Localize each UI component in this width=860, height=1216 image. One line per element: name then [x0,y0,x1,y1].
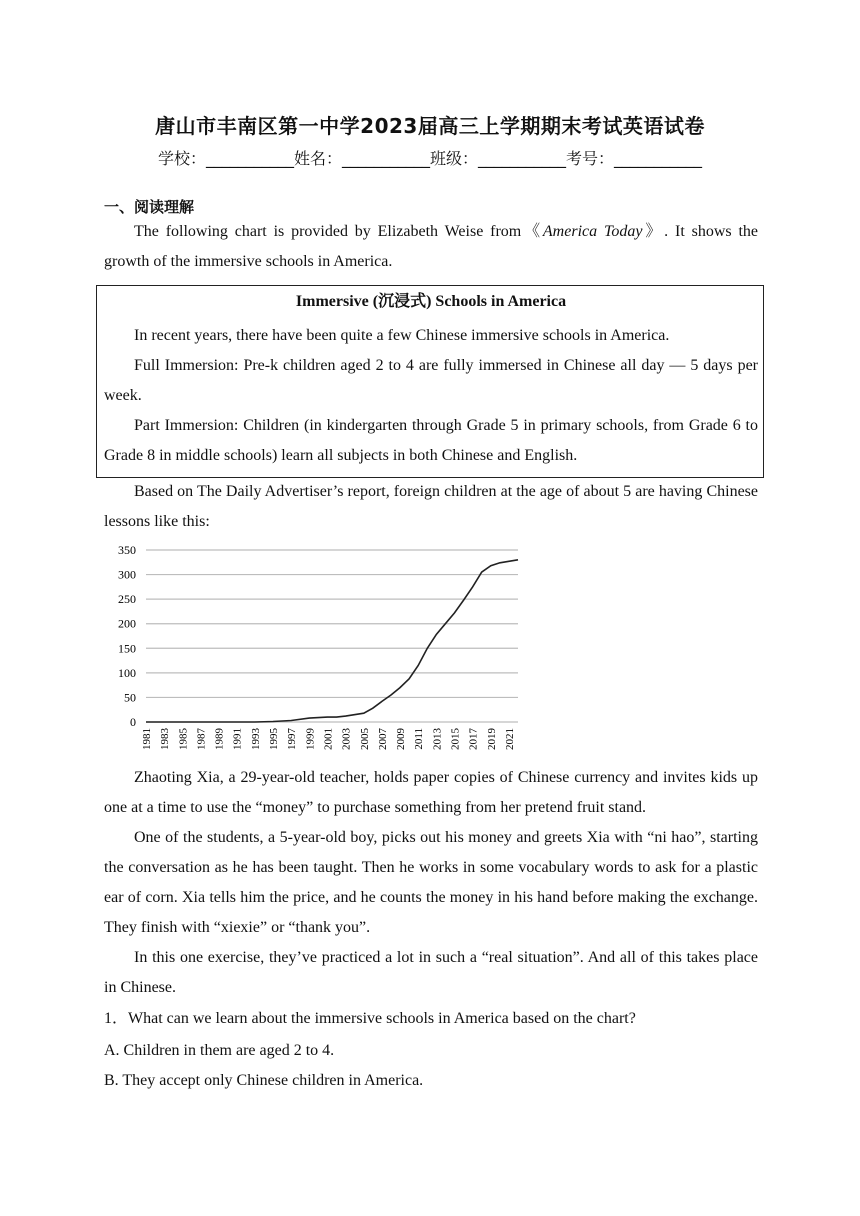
x-tick-label: 1987 [195,728,208,750]
section-heading: 一、阅读理解 [104,198,195,216]
x-tick-label: 2011 [413,728,426,750]
option-a[interactable]: A. Children in them are aged 2 to 4. [104,1042,335,1059]
x-tick-label: 1995 [268,728,281,750]
y-tick-label: 100 [118,665,136,680]
exam-title: 唐山市丰南区第一中学2023届高三上学期期末考试英语试卷 [155,114,705,138]
x-tick-label: 1985 [177,728,190,750]
x-tick-label: 1981 [141,728,153,750]
x-tick-label: 2007 [376,728,389,750]
x-tick-label: 1989 [213,728,226,750]
x-tick-label: 2013 [431,728,444,750]
report-paragraph: Based on The Daily Advertiser’s report, foreign children at the age of about 5 are having Chinese lessons like this: [104,483,758,530]
box-paragraph-3: Part Immersion: Children (in kindergarten through Grade 5 in primary schools, from Grade 6 to Grade 8 in middle schools) learn all subjects in both Chinese and English. [104,417,758,464]
y-tick-label: 350 [118,543,136,557]
x-tick-label: 1993 [249,728,262,750]
question-number: 1． [104,1010,129,1027]
story-paragraph-2: One of the students, a 5-year-old boy, picks out his money and greets Xia with “ni hao”, starting the conversation as he has been taught. Then he works in some vocabulary words to ask for a plastic ear of corn. Xia tells him the price, and he counts the money in his hand before making the exchange. They finish with “xiexie” or “thank you”. [104,829,758,936]
story-paragraph-1: Zhaoting Xia, a 29-year-old teacher, holds paper copies of Chinese currency and invites kids up one at a time to use the “money” to purchase something from her pretend fruit stand. [104,769,758,816]
option-b[interactable]: B. They accept only Chinese children in America. [104,1072,424,1089]
x-tick-label: 2015 [449,728,462,750]
immersive-schools-box [96,285,764,478]
x-tick-label: 2005 [358,728,371,750]
question-1 [104,1007,636,1031]
x-tick-label: 1991 [231,728,244,750]
question-text: What can we learn about the immersive schools in America based on the chart? [128,1010,636,1027]
y-tick-label: 300 [118,567,136,582]
intro-before: The following chart is provided by Elizabeth Weise from《 [134,223,543,240]
story-paragraph-3: In this one exercise, they’ve practiced a lot in such a “real situation”. And all of this takes place in Chinese. [104,949,758,996]
x-tick-label: 2001 [322,728,335,750]
box-paragraph-2: Full Immersion: Pre-k children aged 2 to 4 are fully immersed in Chinese all day — 5 days per week. [104,357,758,404]
x-tick-label: 2021 [503,728,516,750]
x-tick-label: 2009 [395,728,408,750]
y-tick-label: 50 [124,690,136,705]
y-tick-label: 200 [118,616,136,631]
x-tick-label: 2003 [340,728,353,750]
y-tick-label: 150 [118,641,136,656]
x-tick-label: 1997 [286,728,299,750]
y-tick-label: 250 [118,592,136,607]
y-tick-label: 0 [130,715,136,729]
box-title: Immersive (沉浸式) Schools in America [295,293,567,310]
x-tick-label: 1999 [304,728,317,750]
intro-source: America Today [542,223,643,240]
schools-growth-chart [104,538,524,758]
box-paragraph-1: In recent years, there have been quite a few Chinese immersive schools in America. [134,327,670,344]
x-tick-label: 1983 [159,728,172,750]
intro-after: 》. It shows the growth of the immersive schools in America. [104,223,758,270]
student-info-line: 学校：___________姓名：___________班级：___________考号：___________ [157,149,702,168]
intro-paragraph [104,217,758,277]
x-tick-label: 2019 [485,728,498,750]
x-tick-label: 2017 [467,728,480,750]
